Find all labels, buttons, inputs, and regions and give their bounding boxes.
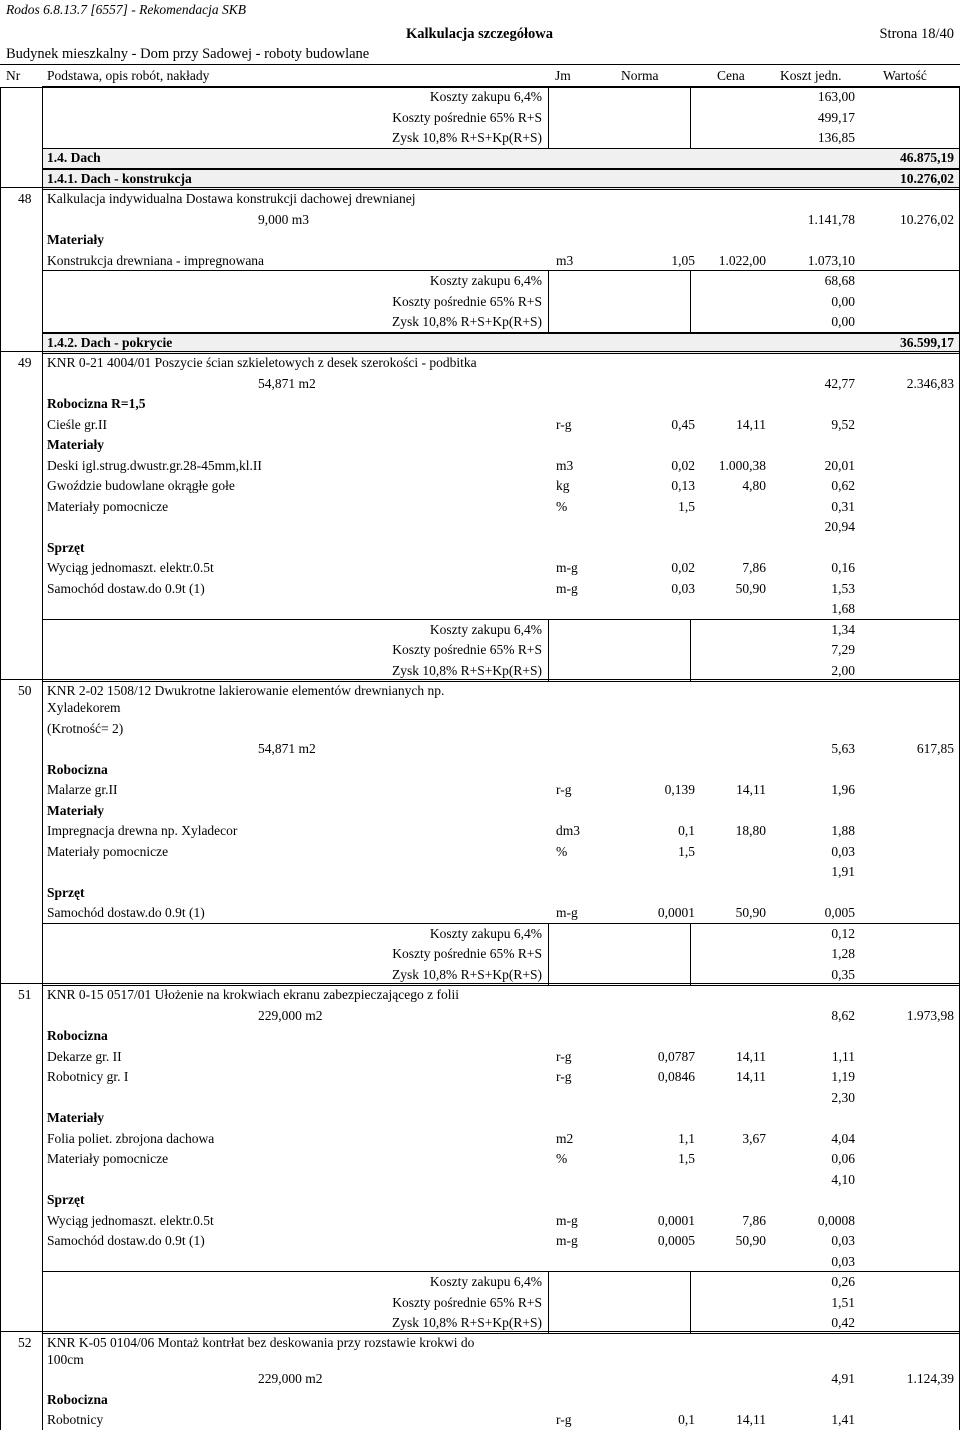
position-value: 1.973,98 bbox=[906, 1008, 954, 1023]
position-number: 52 bbox=[18, 1335, 32, 1350]
project-subtitle: Budynek mieszkalny - Dom przy Sadowej - roboty budowlane bbox=[6, 46, 370, 62]
group-subtotal: 4,10 bbox=[831, 1172, 855, 1187]
position-unit-cost: 5,63 bbox=[831, 741, 855, 756]
position-description: KNR 2-02 1508/12 Dwukrotne lakierowanie elementów drewnianych np. bbox=[47, 683, 445, 698]
resource-norm: 0,13 bbox=[671, 478, 695, 493]
resource-norm: 0,0001 bbox=[657, 1213, 695, 1228]
resource-unit: r-g bbox=[556, 782, 572, 797]
section-row-shade bbox=[42, 333, 960, 353]
position-description-cont: 100cm bbox=[47, 1352, 84, 1367]
resource-price: 14,11 bbox=[736, 1049, 766, 1064]
overhead-label: Koszty pośrednie 65% R+S bbox=[392, 642, 542, 657]
description-column-line bbox=[42, 87, 43, 1430]
resource-price: 4,80 bbox=[742, 478, 766, 493]
resource-norm: 0,139 bbox=[664, 782, 695, 797]
resource-group-label: Materiały bbox=[47, 437, 104, 452]
overhead-box-bottom bbox=[42, 332, 960, 333]
group-subtotal: 20,94 bbox=[824, 519, 855, 534]
resource-norm: 0,45 bbox=[671, 417, 695, 432]
resource-name: Wyciąg jednomaszt. elektr.0.5t bbox=[47, 560, 214, 575]
resource-norm: 0,0846 bbox=[657, 1069, 695, 1084]
section-value: 10.276,02 bbox=[900, 171, 954, 186]
app-title: Rodos 6.8.13.7 [6557] - Rekomendacja SKB bbox=[6, 2, 246, 17]
position-value: 2.346,83 bbox=[906, 376, 954, 391]
resource-group-label: Materiały bbox=[47, 232, 104, 247]
resource-price: 7,86 bbox=[742, 560, 766, 575]
resource-cost: 0,62 bbox=[831, 478, 855, 493]
section-top-line bbox=[42, 333, 960, 334]
position-value: 617,85 bbox=[916, 741, 954, 756]
resource-name: Materiały pomocnicze bbox=[47, 844, 169, 859]
position-quantity: 229,000 m2 bbox=[258, 1371, 323, 1386]
left-border-line bbox=[0, 87, 1, 1430]
calculation-table bbox=[0, 87, 960, 1430]
resource-price: 7,86 bbox=[742, 1213, 766, 1228]
overhead-value: 163,00 bbox=[817, 89, 855, 104]
resource-name: Wyciąg jednomaszt. elektr.0.5t bbox=[47, 1213, 214, 1228]
overhead-box-divider bbox=[548, 86, 549, 148]
overhead-box-divider bbox=[690, 86, 691, 148]
resource-norm: 0,03 bbox=[671, 581, 695, 596]
overhead-box-top bbox=[42, 923, 960, 924]
resource-cost: 0,03 bbox=[831, 844, 855, 859]
position-value: 10.276,02 bbox=[900, 212, 954, 227]
resource-price: 50,90 bbox=[735, 905, 766, 920]
resource-norm: 1,5 bbox=[678, 1151, 695, 1166]
group-subtotal: 0,03 bbox=[831, 1254, 855, 1269]
resource-price: 18,80 bbox=[735, 823, 766, 838]
resource-unit: r-g bbox=[556, 1069, 572, 1084]
resource-norm: 0,02 bbox=[671, 560, 695, 575]
resource-cost: 1,96 bbox=[831, 782, 855, 797]
resource-norm: 1,5 bbox=[678, 499, 695, 514]
overhead-value: 1,28 bbox=[831, 946, 855, 961]
resource-unit: r-g bbox=[556, 1049, 572, 1064]
resource-unit: dm3 bbox=[556, 823, 581, 838]
resource-name: Robotnicy bbox=[47, 1412, 104, 1427]
resource-name: Folia poliet. zbrojona dachowa bbox=[47, 1131, 215, 1146]
overhead-value: 0,42 bbox=[831, 1315, 855, 1330]
position-description: KNR 0-21 4004/01 Poszycie ścian szkieletowych z desek szerokości - podbitka bbox=[47, 355, 477, 370]
resource-cost: 0,03 bbox=[831, 1233, 855, 1248]
resource-norm: 0,0787 bbox=[657, 1049, 695, 1064]
resource-norm: 1,05 bbox=[671, 253, 695, 268]
overhead-box-bottom bbox=[42, 681, 960, 682]
resource-price: 14,11 bbox=[736, 1069, 766, 1084]
resource-unit: r-g bbox=[556, 1412, 572, 1427]
resource-group-label: Robocizna bbox=[47, 1392, 108, 1407]
resource-unit: m-g bbox=[556, 560, 578, 575]
resource-name: Materiały pomocnicze bbox=[47, 499, 169, 514]
overhead-label: Koszty zakupu 6,4% bbox=[429, 622, 542, 637]
position-quantity: 9,000 m3 bbox=[258, 212, 310, 227]
resource-cost: 20,01 bbox=[824, 458, 855, 473]
resource-norm: 0,02 bbox=[671, 458, 695, 473]
resource-group-label: Materiały bbox=[47, 1110, 104, 1125]
position-separator-line bbox=[0, 1331, 960, 1332]
section-title: 1.4.1. Dach - konstrukcja bbox=[47, 171, 192, 186]
section-top-line bbox=[42, 169, 960, 170]
column-unit: Jm bbox=[555, 68, 571, 83]
resource-price: 14,11 bbox=[736, 417, 766, 432]
resource-group-label: Robocizna bbox=[47, 762, 108, 777]
resource-group-label: Sprzęt bbox=[47, 885, 85, 900]
column-unit-cost: Koszt jedn. bbox=[780, 68, 842, 83]
resource-cost: 0,0008 bbox=[817, 1213, 855, 1228]
resource-cost: 4,04 bbox=[831, 1131, 855, 1146]
resource-unit: % bbox=[556, 499, 568, 514]
overhead-box-top bbox=[42, 270, 960, 271]
resource-cost: 0,16 bbox=[831, 560, 855, 575]
resource-unit: kg bbox=[556, 478, 570, 493]
overhead-value: 68,68 bbox=[824, 273, 855, 288]
overhead-value: 499,17 bbox=[817, 109, 855, 125]
resource-group-label: Materiały bbox=[47, 803, 104, 818]
resource-group-label: Robocizna R=1,5 bbox=[47, 396, 146, 411]
overhead-box-top bbox=[42, 619, 960, 620]
overhead-label: Koszty zakupu 6,4% bbox=[429, 926, 542, 941]
position-unit-cost: 42,77 bbox=[824, 376, 855, 391]
overhead-box-divider bbox=[690, 923, 691, 985]
column-header-row bbox=[0, 64, 960, 88]
resource-name: Dekarze gr. II bbox=[47, 1049, 122, 1064]
overhead-value: 0,26 bbox=[831, 1274, 855, 1289]
resource-name: Materiały pomocnicze bbox=[47, 1151, 169, 1166]
overhead-value: 1,34 bbox=[831, 622, 855, 637]
overhead-value: 136,85 bbox=[817, 130, 855, 145]
overhead-label: Zysk 10,8% R+S+Kp(R+S) bbox=[392, 1315, 542, 1330]
overhead-label: Zysk 10,8% R+S+Kp(R+S) bbox=[392, 967, 542, 982]
resource-cost: 0,005 bbox=[824, 905, 855, 920]
overhead-label: Koszty zakupu 6,4% bbox=[429, 273, 542, 288]
overhead-box-top bbox=[42, 1271, 960, 1272]
resource-name: Samochód dostaw.do 0.9t (1) bbox=[47, 1233, 205, 1248]
overhead-value: 2,00 bbox=[831, 663, 855, 678]
overhead-box-divider bbox=[548, 1271, 549, 1333]
resource-name: Impregnacja drewna np. Xyladecor bbox=[47, 823, 238, 838]
resource-cost: 1,11 bbox=[831, 1049, 855, 1064]
position-value: 1.124,39 bbox=[906, 1371, 954, 1386]
resource-norm: 1,5 bbox=[678, 844, 695, 859]
resource-cost: 9,52 bbox=[831, 417, 855, 432]
position-description-cont: (Krotność= 2) bbox=[47, 721, 124, 736]
overhead-box-top bbox=[42, 86, 960, 87]
resource-norm: 0,1 bbox=[678, 1412, 695, 1427]
column-price: Cena bbox=[717, 68, 745, 83]
position-unit-cost: 4,91 bbox=[831, 1371, 855, 1386]
overhead-box-divider bbox=[690, 270, 691, 332]
overhead-box-bottom bbox=[42, 148, 960, 149]
resource-norm: 0,0001 bbox=[657, 905, 695, 920]
resource-norm: 1,1 bbox=[678, 1131, 695, 1146]
overhead-label: Zysk 10,8% R+S+Kp(R+S) bbox=[392, 130, 542, 145]
resource-price: 50,90 bbox=[735, 581, 766, 596]
overhead-value: 0,00 bbox=[831, 314, 855, 329]
overhead-box-bottom bbox=[42, 1333, 960, 1334]
position-description: KNR 0-15 0517/01 Ułożenie na krokwiach ekranu zabezpieczającego z folii bbox=[47, 987, 459, 1002]
resource-norm: 0,0005 bbox=[657, 1233, 695, 1248]
resource-price: 14,11 bbox=[736, 782, 766, 797]
position-unit-cost: 1.141,78 bbox=[807, 212, 855, 227]
overhead-label: Zysk 10,8% R+S+Kp(R+S) bbox=[392, 663, 542, 678]
position-separator-line bbox=[0, 679, 960, 680]
resource-unit: m-g bbox=[556, 1233, 578, 1248]
section-value: 46.875,19 bbox=[900, 150, 954, 165]
group-subtotal: 1,91 bbox=[831, 864, 855, 879]
column-description: Podstawa, opis robót, nakłady bbox=[47, 68, 210, 83]
overhead-label: Koszty zakupu 6,4% bbox=[429, 89, 542, 104]
resource-unit: % bbox=[556, 844, 568, 859]
resource-norm: 0,1 bbox=[678, 823, 695, 838]
resource-name: Samochód dostaw.do 0.9t (1) bbox=[47, 581, 205, 596]
position-quantity: 54,871 m2 bbox=[258, 741, 316, 756]
overhead-box-divider bbox=[548, 619, 549, 681]
resource-cost: 1,88 bbox=[831, 823, 855, 838]
resource-group-label: Robocizna bbox=[47, 1028, 108, 1043]
overhead-value: 0,12 bbox=[831, 926, 855, 941]
group-subtotal: 1,68 bbox=[831, 601, 855, 616]
resource-unit: r-g bbox=[556, 417, 572, 432]
column-nr: Nr bbox=[6, 68, 21, 83]
resource-name: Konstrukcja drewniana - impregnowana bbox=[47, 253, 265, 268]
resource-price: 1.022,00 bbox=[718, 253, 766, 268]
overhead-box-bottom bbox=[42, 985, 960, 986]
position-number: 48 bbox=[18, 191, 32, 206]
resource-cost: 0,06 bbox=[831, 1151, 855, 1166]
resource-name: Malarze gr.II bbox=[47, 782, 118, 797]
position-number: 50 bbox=[18, 683, 32, 698]
position-separator-line bbox=[0, 351, 960, 352]
position-number: 51 bbox=[18, 987, 32, 1002]
resource-name: Gwoździe budowlane okrągłe gołe bbox=[47, 478, 235, 493]
overhead-value: 0,35 bbox=[831, 967, 855, 982]
section-row-shade bbox=[42, 148, 960, 168]
page-number: Strona 18/40 bbox=[879, 26, 954, 42]
overhead-value: 0,00 bbox=[831, 294, 855, 309]
resource-name: Samochód dostaw.do 0.9t (1) bbox=[47, 905, 205, 920]
overhead-label: Koszty pośrednie 65% R+S bbox=[392, 294, 542, 309]
resource-unit: m2 bbox=[556, 1131, 574, 1146]
resource-unit: m3 bbox=[556, 458, 574, 473]
position-separator-line bbox=[0, 187, 960, 188]
position-quantity: 229,000 m2 bbox=[258, 1008, 323, 1023]
overhead-label: Zysk 10,8% R+S+Kp(R+S) bbox=[392, 314, 542, 329]
overhead-box-divider bbox=[548, 270, 549, 332]
position-separator-line bbox=[0, 983, 960, 984]
resource-cost: 1,19 bbox=[831, 1069, 855, 1084]
document-title: Kalkulacja szczegółowa bbox=[406, 26, 553, 42]
section-bottom-line bbox=[42, 353, 960, 354]
position-description: Kalkulacja indywidualna Dostawa konstrukcji dachowej drewnianej bbox=[47, 191, 416, 206]
overhead-box-divider bbox=[690, 619, 691, 681]
resource-price: 1.000,38 bbox=[718, 458, 766, 473]
overhead-label: Koszty pośrednie 65% R+S bbox=[392, 109, 542, 125]
position-number: 49 bbox=[18, 355, 32, 370]
overhead-box-divider bbox=[690, 1271, 691, 1333]
resource-cost: 1,41 bbox=[831, 1412, 855, 1427]
column-norm: Norma bbox=[621, 68, 659, 83]
section-value: 36.599,17 bbox=[900, 335, 954, 350]
resource-price: 3,67 bbox=[742, 1131, 766, 1146]
resource-unit: m-g bbox=[556, 1213, 578, 1228]
resource-unit: m-g bbox=[556, 905, 578, 920]
overhead-label: Koszty pośrednie 65% R+S bbox=[392, 1295, 542, 1310]
column-value: Wartość bbox=[883, 68, 927, 83]
resource-price: 50,90 bbox=[735, 1233, 766, 1248]
resource-price: 14,11 bbox=[736, 1412, 766, 1427]
resource-cost: 0,31 bbox=[831, 499, 855, 514]
resource-group-label: Sprzęt bbox=[47, 540, 85, 555]
position-unit-cost: 8,62 bbox=[831, 1008, 855, 1023]
resource-group-label: Sprzęt bbox=[47, 1192, 85, 1207]
resource-name: Robotnicy gr. I bbox=[47, 1069, 129, 1084]
group-subtotal: 2,30 bbox=[831, 1090, 855, 1105]
resource-unit: m3 bbox=[556, 253, 574, 268]
resource-name: Cieśle gr.II bbox=[47, 417, 107, 432]
overhead-box-divider bbox=[548, 923, 549, 985]
overhead-label: Koszty pośrednie 65% R+S bbox=[392, 946, 542, 961]
resource-cost: 1,53 bbox=[831, 581, 855, 596]
overhead-label: Koszty zakupu 6,4% bbox=[429, 1274, 542, 1289]
resource-unit: m-g bbox=[556, 581, 578, 596]
resource-unit: % bbox=[556, 1151, 568, 1166]
section-title: 1.4. Dach bbox=[47, 150, 101, 165]
position-quantity: 54,871 m2 bbox=[258, 376, 316, 391]
position-description-cont: Xyladekorem bbox=[47, 700, 121, 715]
resource-name: Deski igl.strug.dwustr.gr.28-45mm,kl.II bbox=[47, 458, 262, 473]
position-description: KNR K-05 0104/06 Montaż kontrłat bez deskowania przy rozstawie krokwi do bbox=[47, 1335, 475, 1350]
section-title: 1.4.2. Dach - pokrycie bbox=[47, 335, 173, 350]
section-bottom-line bbox=[42, 189, 960, 190]
overhead-value: 7,29 bbox=[831, 642, 855, 657]
overhead-value: 1,51 bbox=[831, 1295, 855, 1310]
resource-cost: 1.073,10 bbox=[807, 253, 855, 268]
